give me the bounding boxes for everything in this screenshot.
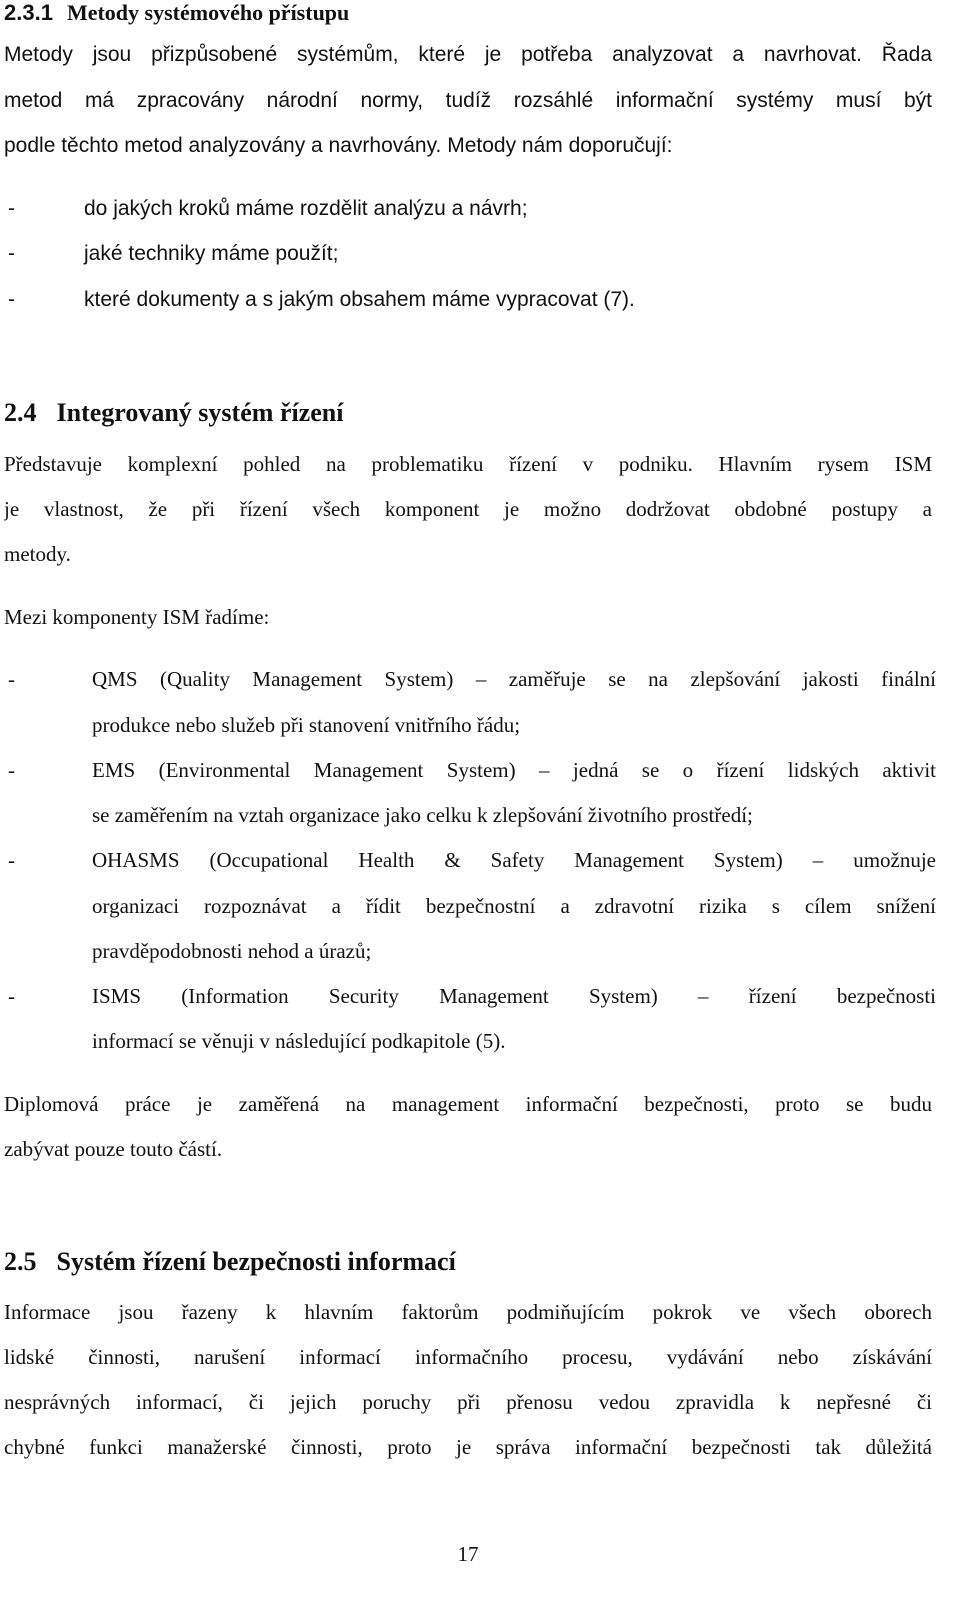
list-item-text: jaké techniky máme použít; — [84, 242, 339, 265]
section-heading — [4, 1245, 456, 1279]
list-dash: - — [8, 848, 15, 872]
paragraph-line: lidské činnosti, narušení informací informačního procesu, vydávání nebo získávání — [4, 1345, 932, 1369]
section-heading — [4, 396, 343, 430]
section-number: 2.4 — [4, 398, 37, 427]
list-item-text: EMS (Environmental Management System) – jedná se o řízení lidských aktivit — [92, 758, 936, 782]
list-item-text: QMS (Quality Management System) – zaměřuje se na zlepšování jakosti finální — [92, 667, 936, 691]
paragraph-line: nesprávných informací, či jejich poruchy při přenosu vedou zpravidla k nepřesné či — [4, 1390, 932, 1414]
paragraph-line: je vlastnost, že při řízení všech komponent je možno dodržovat obdobné postupy a — [4, 497, 932, 521]
list-dash: - — [8, 197, 15, 220]
list-item-text: do jakých kroků máme rozdělit analýzu a návrh; — [84, 197, 528, 220]
list-dash: - — [8, 667, 15, 691]
list-dash: - — [8, 984, 15, 1008]
paragraph-line: podle těchto metod analyzovány a navrhovány. Metody nám doporučují: — [4, 134, 673, 157]
paragraph-line: Mezi komponenty ISM řadíme: — [4, 605, 270, 629]
list-dash: - — [8, 242, 15, 265]
list-item-text: OHASMS (Occupational Health & Safety Management System) – umožnuje — [92, 848, 936, 872]
page-number: 17 — [457, 1542, 479, 1566]
section-title: Integrovaný systém řízení — [56, 398, 344, 427]
list-item-text: které dokumenty a s jakým obsahem máme vypracovat (7). — [84, 288, 635, 311]
subsection-number: 2.3.1 — [4, 0, 53, 25]
paragraph-line: Představuje komplexní pohled na problematiku řízení v podniku. Hlavním rysem ISM — [4, 452, 932, 476]
paragraph-line: zabývat pouze touto částí. — [4, 1137, 223, 1161]
list-item-text: produkce nebo služeb při stanovení vnitřního řádu; — [92, 713, 521, 737]
paragraph-line: Diplomová práce je zaměřená na management informační bezpečnosti, proto se budu — [4, 1092, 932, 1116]
paragraph-line: chybné funkci manažerské činnosti, proto je správa informační bezpečnosti tak důležitá — [4, 1435, 932, 1459]
list-item-text: ISMS (Information Security Management System) – řízení bezpečnosti — [92, 984, 936, 1008]
section-title: Systém řízení bezpečnosti informací — [56, 1247, 456, 1276]
paragraph-line: Metody jsou přizpůsobené systémům, které je potřeba analyzovat a navrhovat. Řada — [4, 43, 932, 66]
list-item-text: se zaměřením na vztah organizace jako celku k zlepšování životního prostředí; — [92, 803, 753, 827]
paragraph-line: metod má zpracovány národní normy, tudíž rozsáhlé informační systémy musí být — [4, 89, 932, 112]
subsection-title: Metody systémového přístupu — [66, 0, 350, 25]
section-number: 2.5 — [4, 1247, 37, 1276]
list-item-text: informací se věnuji v následující podkapitole (5). — [92, 1029, 506, 1053]
list-item-text: pravděpodobnosti nehod a úrazů; — [92, 939, 372, 963]
paragraph-line: metody. — [4, 542, 71, 566]
subsection-heading — [4, 0, 349, 28]
list-item-text: organizaci rozpoznávat a řídit bezpečnostní a zdravotní rizika s cílem snížení — [92, 894, 936, 918]
paragraph-line: Informace jsou řazeny k hlavním faktorům podmiňujícím pokrok ve všech oborech — [4, 1300, 932, 1324]
list-dash: - — [8, 288, 15, 311]
list-dash: - — [8, 758, 15, 782]
